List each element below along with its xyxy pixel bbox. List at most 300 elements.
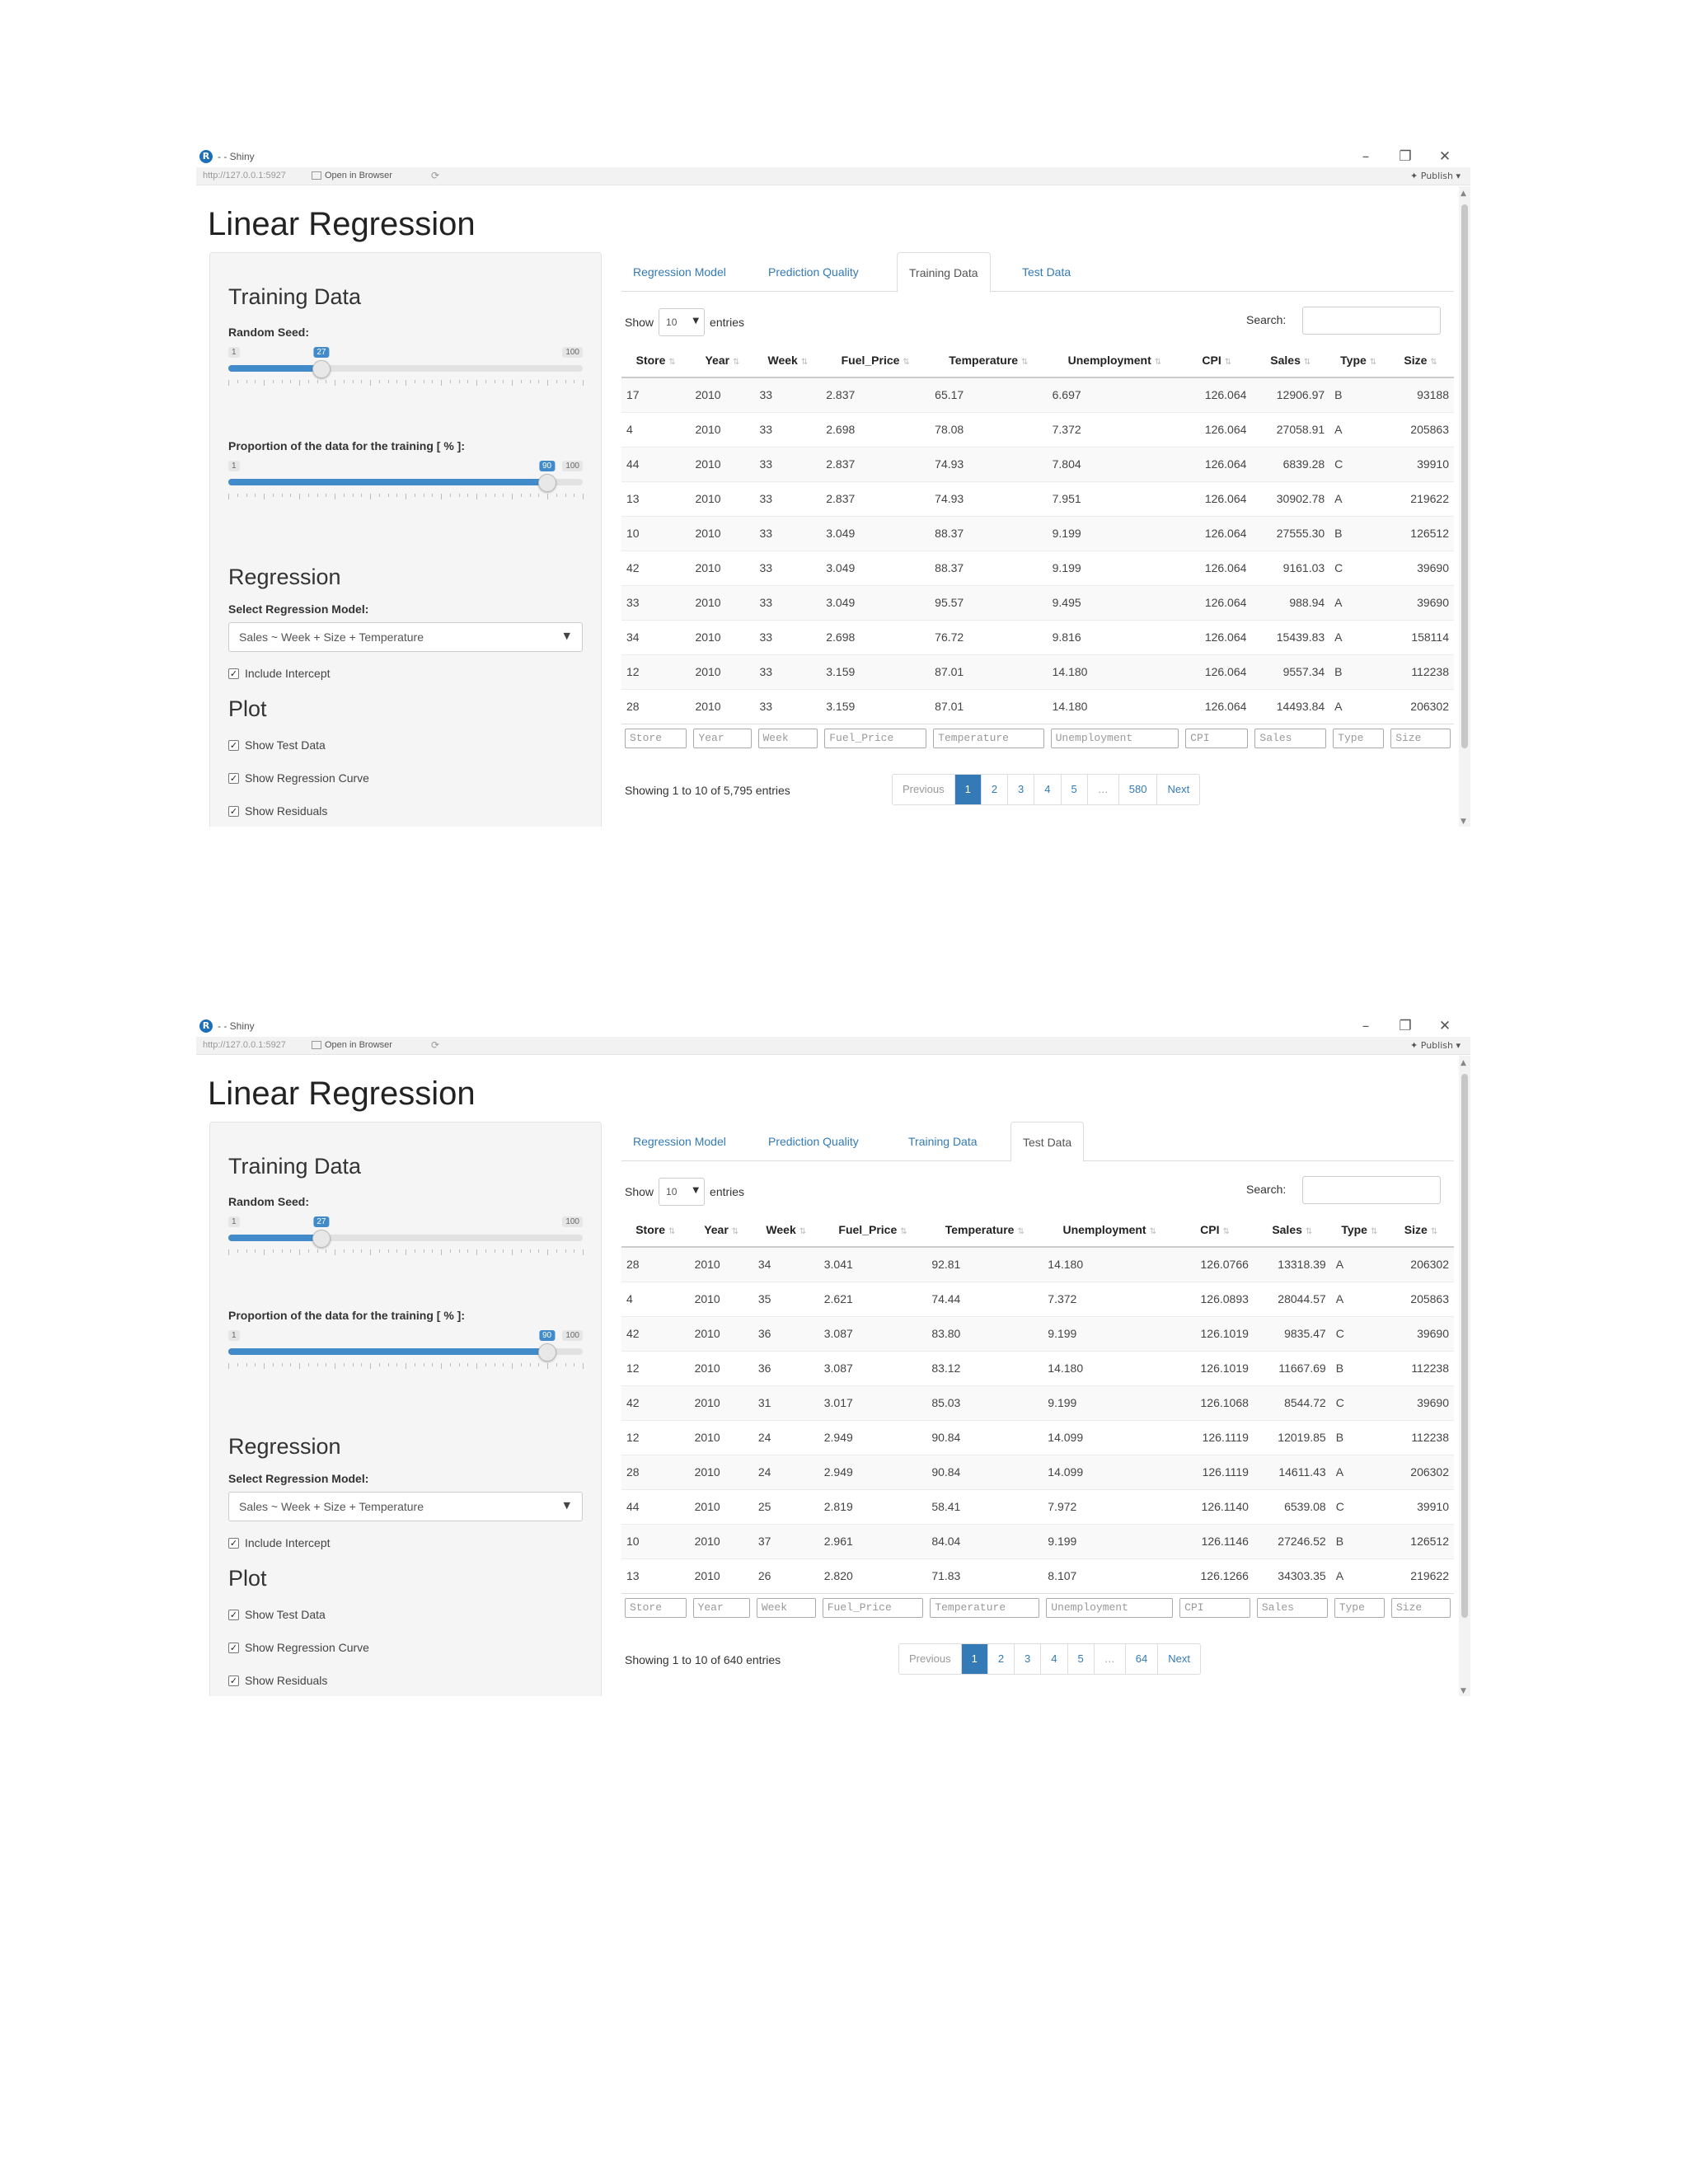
slider-handle[interactable]	[312, 360, 331, 378]
table-cell: 14493.84	[1251, 689, 1329, 724]
table-cell: 2.698	[821, 412, 930, 447]
sort-icon[interactable]: ⇅	[1224, 357, 1232, 367]
table-cell: 90.84	[926, 1455, 1043, 1489]
column-filter-input[interactable]: Sales	[1254, 729, 1326, 748]
table-row[interactable]	[621, 1316, 1454, 1351]
next-page-button[interactable]: Next	[1167, 783, 1190, 795]
column-filter-input[interactable]: Year	[693, 729, 751, 748]
table-cell: 28044.57	[1254, 1282, 1331, 1316]
column-header-year[interactable]	[690, 343, 754, 377]
table-cell: 78.08	[930, 412, 1047, 447]
scroll-thumb[interactable]	[1461, 204, 1468, 748]
show-label: Show	[625, 316, 654, 329]
slider-tick	[388, 494, 389, 497]
slider-track[interactable]	[228, 365, 583, 372]
table-cell: 3.041	[819, 1247, 927, 1282]
table-cell: 33	[755, 412, 822, 447]
table-cell: 3.049	[821, 585, 930, 620]
vertical-scrollbar[interactable]	[1459, 1056, 1470, 1696]
sidebar-panel	[209, 1122, 602, 1696]
close-button[interactable]: ✕	[1438, 148, 1451, 165]
page-2-button[interactable]: 2	[988, 1644, 1015, 1674]
table-cell: 2.949	[819, 1420, 927, 1455]
screenshot-test-data	[196, 1016, 1470, 1696]
sort-icon[interactable]: ⇅	[1021, 357, 1029, 367]
table-cell: B	[1329, 516, 1387, 551]
sort-icon[interactable]: ⇅	[1430, 357, 1437, 367]
table-cell: 3.159	[821, 654, 930, 689]
include-intercept-checkbox[interactable]	[228, 1536, 331, 1549]
table-row[interactable]	[621, 1524, 1454, 1558]
table-row[interactable]	[621, 620, 1454, 654]
slider-max-label: 100	[562, 1216, 583, 1227]
table-row[interactable]	[621, 1455, 1454, 1489]
tab-bar	[621, 252, 1454, 292]
filter-cell	[1176, 1593, 1254, 1623]
slider-tick	[228, 494, 229, 499]
next-page-button[interactable]: Next	[1168, 1652, 1190, 1665]
page-3-button[interactable]: 3	[1008, 775, 1034, 804]
table-cell: 27058.91	[1251, 412, 1329, 447]
column-header-type[interactable]	[1331, 1212, 1388, 1247]
slider-handle[interactable]	[312, 1230, 331, 1248]
filter-cell	[1182, 724, 1251, 753]
browser-icon	[312, 171, 321, 180]
publish-button[interactable]: ✦ Publish ▾	[1410, 1040, 1461, 1051]
minimize-button[interactable]: –	[1362, 148, 1370, 165]
filter-cell	[690, 1593, 753, 1623]
checkbox-checked-icon[interactable]: ✓	[229, 1642, 238, 1653]
tab-regression-model[interactable]: Regression Model	[633, 1135, 726, 1148]
sort-icon[interactable]: ⇅	[799, 1226, 807, 1236]
slider-tick	[512, 494, 513, 499]
checkbox-checked-icon[interactable]: ✓	[229, 739, 238, 751]
column-filter-input[interactable]: Fuel_Price	[823, 1598, 924, 1618]
column-header-size[interactable]	[1387, 343, 1454, 377]
table-cell: B	[1329, 377, 1387, 412]
search-input[interactable]	[1302, 307, 1441, 335]
table-cell: 14.180	[1048, 689, 1183, 724]
slider-tick	[379, 1363, 380, 1366]
page-4-button[interactable]: 4	[1034, 775, 1061, 804]
slider-tick	[538, 1249, 539, 1253]
table-cell: 7.972	[1043, 1489, 1176, 1524]
slider-tick	[290, 494, 291, 497]
column-header-size[interactable]	[1388, 1212, 1454, 1247]
include-intercept-label: Include Intercept	[245, 1536, 331, 1549]
sort-icon[interactable]: ⇅	[1154, 357, 1162, 367]
column-filter-input[interactable]: Type	[1333, 729, 1384, 748]
table-row[interactable]	[621, 412, 1454, 447]
table-cell: 3.087	[819, 1316, 927, 1351]
table-cell: 9.199	[1048, 551, 1183, 585]
slider-tick	[282, 494, 283, 497]
sort-icon[interactable]: ⇅	[668, 1226, 676, 1236]
sort-icon[interactable]: ⇅	[733, 357, 740, 367]
slider-tick	[317, 1363, 318, 1366]
table-cell: 3.049	[821, 516, 930, 551]
tab-test-data[interactable]: Test Data	[1010, 1122, 1084, 1162]
column-filter-input[interactable]: Sales	[1257, 1598, 1328, 1618]
column-filter-input[interactable]: Year	[693, 1598, 750, 1618]
column-filter-input[interactable]: Temperature	[933, 729, 1043, 748]
url-text: http://127.0.0.1:5927	[203, 1040, 286, 1050]
table-cell: 34	[621, 620, 690, 654]
open-in-browser-button[interactable]	[312, 171, 392, 180]
column-header-week[interactable]	[753, 1212, 819, 1247]
slider-tick	[273, 380, 274, 383]
slider-track[interactable]	[228, 1348, 583, 1355]
tab-training-data[interactable]: Training Data	[897, 252, 991, 293]
column-header-fuel-price[interactable]	[819, 1212, 927, 1247]
table-row[interactable]	[621, 551, 1454, 585]
pagination-ellipsis: …	[1088, 775, 1119, 804]
show-regression-curve-checkbox[interactable]	[228, 771, 369, 785]
column-filter-input[interactable]: Unemployment	[1051, 729, 1179, 748]
tab-training-data[interactable]: Training Data	[908, 1135, 978, 1148]
table-row[interactable]	[621, 1351, 1454, 1385]
column-header-year[interactable]	[690, 1212, 753, 1247]
table-row[interactable]	[621, 689, 1454, 724]
slider-handle[interactable]	[538, 1343, 556, 1361]
window-titlebar	[196, 147, 1470, 166]
column-filter-input[interactable]: Store	[625, 1598, 687, 1618]
show-test-data-checkbox[interactable]	[228, 738, 326, 752]
sidebar-panel	[209, 252, 602, 827]
scroll-up-icon[interactable]: ▲	[1461, 1059, 1466, 1067]
column-header-fuel-price[interactable]	[821, 343, 930, 377]
table-cell: 88.37	[930, 551, 1047, 585]
table-row[interactable]	[621, 1489, 1454, 1524]
filter-cell	[1329, 724, 1387, 753]
table-row[interactable]	[621, 1385, 1454, 1420]
slider-tick	[246, 1249, 247, 1253]
sort-icon[interactable]: ⇅	[1370, 1226, 1378, 1236]
close-button[interactable]: ✕	[1438, 1018, 1451, 1034]
sort-icon[interactable]: ⇅	[1222, 1226, 1230, 1236]
checkbox-checked-icon[interactable]: ✓	[229, 1675, 238, 1686]
table-cell: 2010	[690, 377, 754, 412]
pagination-ellipsis: …	[1095, 1644, 1126, 1674]
last-page-button[interactable]: 580	[1119, 775, 1158, 804]
checkbox-checked-icon[interactable]: ✓	[229, 1537, 238, 1549]
table-cell: 2010	[690, 585, 754, 620]
column-header-unemployment[interactable]	[1048, 343, 1183, 377]
column-filter-row	[621, 1593, 1454, 1623]
entries-select[interactable]	[659, 1178, 705, 1206]
regression-model-value: Sales ~ Week + Size + Temperature	[239, 1500, 424, 1513]
table-cell: 9161.03	[1251, 551, 1329, 585]
show-test-data-checkbox[interactable]	[228, 1608, 326, 1621]
table-cell: 3.017	[819, 1385, 927, 1420]
slider-tick	[476, 1363, 477, 1369]
last-page-button[interactable]: 64	[1126, 1644, 1158, 1674]
sort-icon[interactable]: ⇅	[731, 1226, 739, 1236]
table-row[interactable]	[621, 1420, 1454, 1455]
tab-bar	[621, 1122, 1454, 1161]
vertical-scrollbar[interactable]	[1459, 186, 1470, 827]
column-header-sales[interactable]	[1254, 1212, 1331, 1247]
restore-button[interactable]: ❐	[1399, 148, 1412, 165]
table-cell: 42	[621, 1385, 690, 1420]
column-header-type[interactable]	[1329, 343, 1387, 377]
slider-tick	[467, 380, 468, 383]
slider-tick	[583, 494, 584, 499]
slider-max-label: 100	[562, 347, 583, 358]
slider-tick	[317, 380, 318, 383]
slider-tick	[512, 1363, 513, 1369]
table-cell: 13	[621, 481, 690, 516]
search-input[interactable]	[1302, 1176, 1441, 1204]
slider-tick	[273, 494, 274, 497]
table-row[interactable]	[621, 481, 1454, 516]
sort-icon[interactable]: ⇅	[668, 357, 676, 367]
table-cell: 14.099	[1043, 1420, 1176, 1455]
tab-prediction-quality[interactable]: Prediction Quality	[768, 1135, 859, 1148]
table-cell: 92.81	[926, 1247, 1043, 1282]
previous-page-button[interactable]: Previous	[893, 775, 955, 804]
slider-tick	[255, 1249, 256, 1253]
table-cell: 2.837	[821, 377, 930, 412]
table-cell: 126.1019	[1176, 1351, 1254, 1385]
table-row[interactable]	[621, 377, 1454, 412]
page-5-button[interactable]: 5	[1068, 1644, 1095, 1674]
minimize-button[interactable]: –	[1362, 1018, 1370, 1034]
table-cell: 2010	[690, 1385, 753, 1420]
slider-tick	[556, 1363, 557, 1366]
column-filter-input[interactable]: Type	[1334, 1598, 1385, 1618]
table-cell: 206302	[1387, 689, 1454, 724]
scroll-up-icon[interactable]: ▲	[1461, 190, 1466, 198]
refresh-icon[interactable]: ⟳	[431, 170, 440, 181]
scroll-thumb[interactable]	[1461, 1074, 1468, 1618]
column-filter-input[interactable]: Fuel_Price	[824, 729, 926, 748]
regression-model-select[interactable]	[228, 1492, 583, 1521]
page-2-button[interactable]: 2	[982, 775, 1008, 804]
filter-cell	[1251, 724, 1329, 753]
column-filter-input[interactable]: Week	[757, 1598, 816, 1618]
show-regression-curve-label: Show Regression Curve	[245, 1641, 369, 1654]
column-filter-input[interactable]: Size	[1390, 729, 1451, 748]
slider-tick	[521, 1249, 522, 1253]
slider-tick	[476, 380, 477, 386]
column-header-week[interactable]	[755, 343, 822, 377]
sort-icon[interactable]: ⇅	[1149, 1226, 1156, 1236]
sort-icon[interactable]: ⇅	[1369, 357, 1377, 367]
sort-icon[interactable]: ⇅	[900, 1226, 907, 1236]
proportion-slider[interactable]	[228, 461, 583, 518]
sort-icon[interactable]: ⇅	[1430, 1226, 1438, 1236]
column-filter-input[interactable]: Unemployment	[1046, 1598, 1173, 1618]
sort-icon[interactable]: ⇅	[800, 357, 809, 367]
column-filter-input[interactable]: Week	[758, 729, 818, 748]
column-header-label: Year	[704, 1222, 729, 1236]
show-residuals-checkbox[interactable]	[228, 1674, 327, 1687]
app-title: Linear Regression	[208, 206, 476, 242]
filter-cell	[1043, 1593, 1176, 1623]
table-cell: 33	[755, 481, 822, 516]
table-cell: 126.064	[1182, 516, 1251, 551]
table-cell: 33	[755, 516, 822, 551]
tab-prediction-quality[interactable]: Prediction Quality	[768, 265, 859, 279]
slider-track[interactable]	[228, 1235, 583, 1241]
table-cell: 14611.43	[1254, 1455, 1331, 1489]
table-row[interactable]	[621, 1247, 1454, 1282]
table-cell: 95.57	[930, 585, 1047, 620]
table-row[interactable]	[621, 654, 1454, 689]
page-1-button[interactable]: 1	[955, 775, 982, 804]
table-cell: C	[1331, 1316, 1388, 1351]
slider-tick	[396, 380, 397, 383]
column-header-sales[interactable]	[1251, 343, 1329, 377]
publish-button[interactable]: ✦ Publish ▾	[1410, 171, 1461, 181]
slider-tick	[441, 380, 442, 386]
table-cell: 12019.85	[1254, 1420, 1331, 1455]
table-row[interactable]	[621, 447, 1454, 481]
slider-tick	[459, 494, 460, 497]
table-cell: 126.1019	[1176, 1316, 1254, 1351]
app-title: Linear Regression	[208, 1076, 476, 1112]
table-cell: 2010	[690, 1282, 753, 1316]
table-cell: 126.064	[1182, 377, 1251, 412]
slider-tick	[344, 494, 345, 497]
column-header-temperature[interactable]	[930, 343, 1047, 377]
column-header-cpi[interactable]	[1182, 343, 1251, 377]
column-header-store[interactable]	[621, 1212, 690, 1247]
sort-icon[interactable]: ⇅	[1017, 1226, 1025, 1236]
column-filter-input[interactable]: Temperature	[930, 1598, 1039, 1618]
page-3-button[interactable]: 3	[1015, 1644, 1041, 1674]
slider-tick	[237, 1363, 238, 1366]
slider-tick	[317, 1249, 318, 1253]
page-4-button[interactable]: 4	[1041, 1644, 1067, 1674]
table-cell: 126.064	[1182, 481, 1251, 516]
page-1-button[interactable]: 1	[962, 1644, 988, 1674]
column-filter-input[interactable]: CPI	[1185, 729, 1248, 748]
show-residuals-label: Show Residuals	[245, 804, 328, 818]
filter-cell	[819, 1593, 927, 1623]
column-header-cpi[interactable]	[1176, 1212, 1254, 1247]
column-header-store[interactable]	[621, 343, 690, 377]
column-header-label: CPI	[1200, 1222, 1220, 1236]
table-cell: 65.17	[930, 377, 1047, 412]
slider-fill	[228, 365, 321, 372]
column-header-unemployment[interactable]	[1043, 1212, 1176, 1247]
page-5-button[interactable]: 5	[1062, 775, 1088, 804]
table-cell: 12	[621, 1420, 690, 1455]
slider-tick	[308, 494, 309, 497]
slider-fill	[228, 1235, 321, 1241]
checkbox-checked-icon[interactable]: ✓	[229, 805, 238, 817]
slider-tick	[565, 1363, 566, 1366]
plot-heading: Plot	[228, 1566, 267, 1591]
browser-icon	[312, 1041, 321, 1049]
tab-regression-model[interactable]: Regression Model	[633, 265, 726, 279]
pagination	[898, 1643, 1201, 1675]
column-filter-input[interactable]: CPI	[1179, 1598, 1250, 1618]
slider-tick	[565, 380, 566, 383]
table-cell: 126.0893	[1176, 1282, 1254, 1316]
table-cell: 74.93	[930, 481, 1047, 516]
table-cell: 2.949	[819, 1455, 927, 1489]
column-header-label: Sales	[1270, 353, 1301, 367]
slider-tick	[485, 494, 486, 497]
table-row[interactable]	[621, 516, 1454, 551]
filter-cell	[930, 724, 1047, 753]
column-header-label: Store	[635, 353, 666, 367]
proportion-slider[interactable]	[228, 1330, 583, 1388]
show-regression-curve-checkbox[interactable]	[228, 1641, 369, 1654]
table-cell: 112238	[1387, 654, 1454, 689]
slider-tick	[299, 494, 300, 499]
table-cell: B	[1331, 1524, 1388, 1558]
random-seed-slider[interactable]	[228, 347, 583, 405]
slider-tick	[556, 1249, 557, 1253]
table-cell: 2.837	[821, 447, 930, 481]
slider-min-label: 1	[228, 347, 240, 358]
entries-select[interactable]	[659, 308, 705, 336]
show-residuals-checkbox[interactable]	[228, 804, 327, 818]
slider-tick	[450, 494, 451, 497]
slider-value-label: 27	[313, 1216, 329, 1227]
table-cell: 2010	[690, 1524, 753, 1558]
table-row[interactable]	[621, 585, 1454, 620]
table-cell: 4	[621, 412, 690, 447]
tab-test-data[interactable]: Test Data	[1022, 265, 1071, 279]
random-seed-slider[interactable]	[228, 1216, 583, 1274]
table-cell: A	[1329, 481, 1387, 516]
table-cell: 28	[621, 1455, 690, 1489]
scroll-down-icon[interactable]: ▼	[1461, 1687, 1466, 1695]
table-cell: 36	[753, 1351, 819, 1385]
table-cell: 205863	[1388, 1282, 1454, 1316]
table-cell: 112238	[1388, 1420, 1454, 1455]
table-cell: 126.064	[1182, 447, 1251, 481]
table-cell: 10	[621, 1524, 690, 1558]
column-filter-input[interactable]: Size	[1391, 1598, 1451, 1618]
column-filter-input[interactable]: Store	[625, 729, 687, 748]
open-in-browser-button[interactable]	[312, 1040, 392, 1050]
sort-icon[interactable]: ⇅	[903, 357, 910, 367]
table-cell: 14.180	[1043, 1351, 1176, 1385]
regression-model-select[interactable]	[228, 622, 583, 652]
include-intercept-checkbox[interactable]	[228, 667, 331, 680]
refresh-icon[interactable]: ⟳	[431, 1039, 440, 1051]
table-row[interactable]	[621, 1558, 1454, 1593]
table-cell: 2010	[690, 1558, 753, 1593]
slider-tick	[344, 1363, 345, 1366]
table-cell: 3.087	[819, 1351, 927, 1385]
previous-page-button[interactable]: Previous	[899, 1644, 962, 1674]
slider-tick	[556, 494, 557, 497]
table-cell: 126512	[1387, 516, 1454, 551]
table-cell: A	[1329, 412, 1387, 447]
restore-button[interactable]: ❐	[1399, 1018, 1412, 1034]
checkbox-checked-icon[interactable]: ✓	[229, 1609, 238, 1620]
slider-handle[interactable]	[538, 474, 556, 492]
sort-icon[interactable]: ⇅	[1303, 357, 1311, 367]
sort-icon[interactable]: ⇅	[1305, 1226, 1313, 1236]
scroll-down-icon[interactable]: ▼	[1461, 818, 1466, 826]
table-cell: C	[1331, 1385, 1388, 1420]
checkbox-checked-icon[interactable]: ✓	[229, 772, 238, 784]
table-cell: 112238	[1388, 1351, 1454, 1385]
table-row[interactable]	[621, 1282, 1454, 1316]
checkbox-checked-icon[interactable]: ✓	[229, 668, 238, 679]
table-cell: 6539.08	[1254, 1489, 1331, 1524]
column-header-temperature[interactable]	[926, 1212, 1043, 1247]
slider-track[interactable]	[228, 479, 583, 485]
